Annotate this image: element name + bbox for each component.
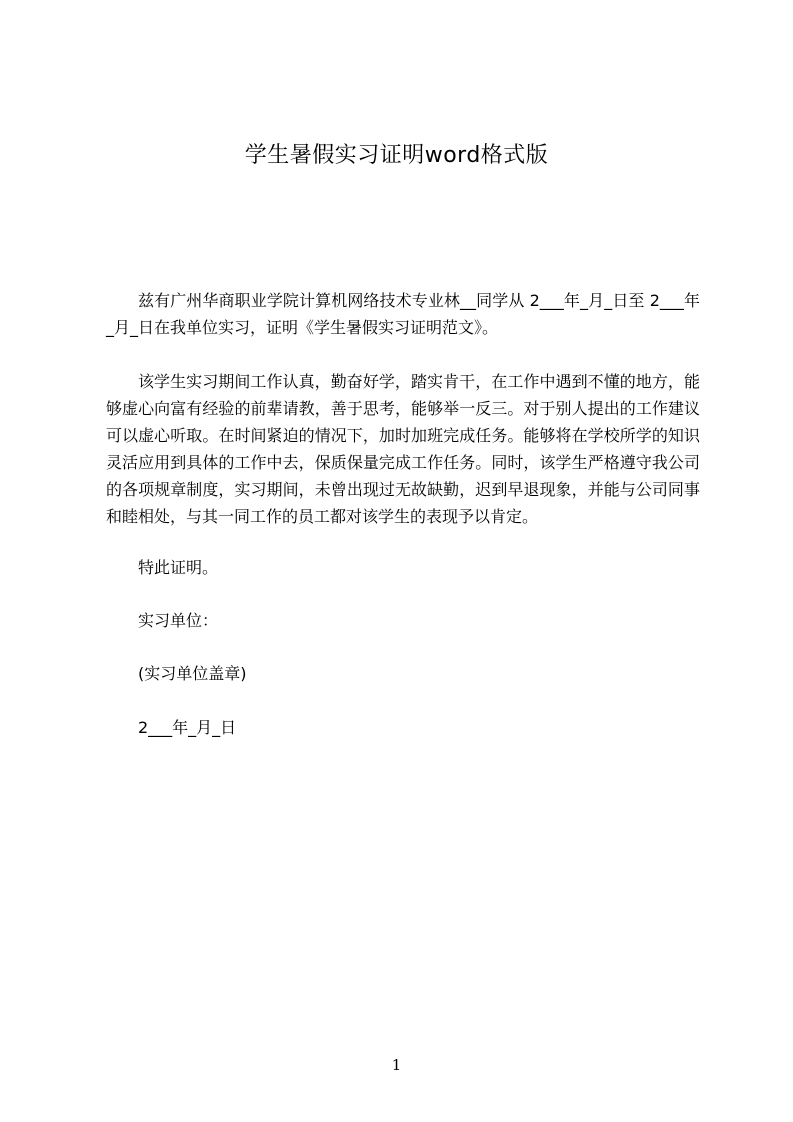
date-line: 2___年_月_日	[138, 718, 237, 737]
paragraph-intro: 兹有广州华商职业学院计算机网络技术专业林__同学从 2___年_月_日至 2___年_月_日在我单位实习，证明《学生暑假实习证明范文》。	[106, 291, 700, 337]
paragraph-evaluation: 该学生实习期间工作认真，勤奋好学，踏实肯干，在工作中遇到不懂的地方，能够虚心向富有经验的前辈请教，善于思考，能够举一反三。对于别人提出的工作建议可以虚心听取。在时间紧迫的情况下，加时加班完成任务。能够将在学校所学的知识灵活应用到具体的工作中去，保质保量完成工作任务。同时，该学生严格遵守我公司的各项规章制度，实习期间，未曾出现过无故缺勤，迟到早退现象，并能与公司同事和睦相处，与其一同工作的员工都对该学生的表现予以肯定。	[106, 372, 700, 526]
document-title: 学生暑假实习证明word格式版	[244, 143, 549, 168]
page-number: 1	[391, 1056, 402, 1074]
closing-text: 特此证明。	[138, 558, 219, 577]
unit-label: 实习单位：	[138, 611, 219, 630]
stamp-note: (实习单位盖章)	[138, 664, 247, 683]
